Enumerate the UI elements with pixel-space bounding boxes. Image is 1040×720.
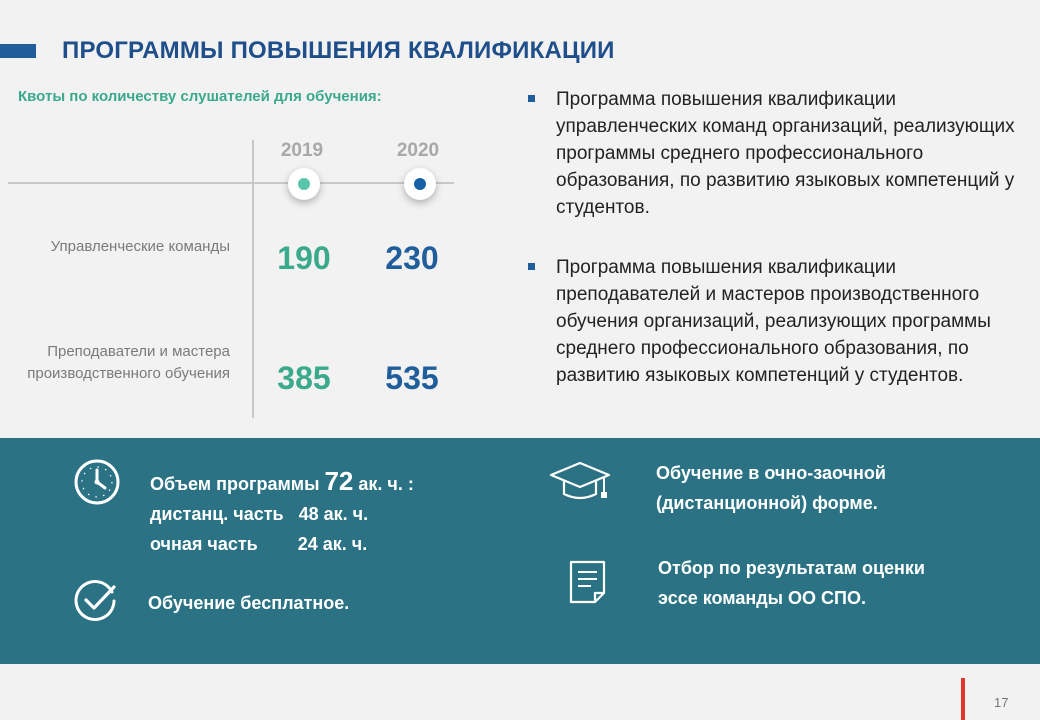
program-list: [526, 86, 1031, 389]
document-icon: [567, 559, 609, 605]
volume-prefix: Объем программы: [150, 474, 325, 494]
year-2020-label: 2020: [396, 140, 440, 161]
format-line-2: (дистанционной) форме.: [656, 493, 878, 513]
clock-icon: [72, 457, 122, 507]
year-2019-label: 2019: [280, 140, 324, 161]
quota-management-2020: 230: [385, 240, 439, 276]
quota-management-2019: 190: [277, 240, 331, 276]
table-vertical-line: [252, 140, 254, 418]
program-item: [526, 254, 1031, 389]
bullet-square-icon: [528, 263, 535, 270]
page-number: 17: [994, 695, 1009, 710]
program-volume-line: [150, 466, 414, 499]
training-format-block: [656, 458, 886, 518]
page-title: ПРОГРАММЫ ПОВЫШЕНИЯ КВАЛИФИКАЦИИ: [62, 37, 615, 64]
row-label-teachers: Преподаватели и мастера производственного обучения: [27, 343, 230, 382]
format-line-1: Обучение в очно-заочной: [656, 463, 886, 483]
quota-teachers-2020: 535: [385, 360, 439, 396]
year-2019-marker: [288, 168, 320, 200]
table-horizontal-line: [8, 182, 454, 184]
volume-suffix: ак. ч. :: [353, 474, 414, 494]
quota-subtitle: Квоты по количеству слушателей для обучения:: [18, 88, 382, 105]
graduation-cap-icon: [548, 460, 612, 506]
selection-line-1: Отбор по результатам оценки: [658, 558, 925, 578]
check-circle-icon: [72, 578, 120, 624]
row-label-management: Управленческие команды: [50, 238, 230, 255]
volume-hours: 72: [324, 466, 354, 496]
program-item: [526, 86, 1031, 221]
distance-hours: дистанц. часть 48 ак. ч.: [150, 504, 369, 524]
footer-accent-bar: [961, 678, 965, 720]
free-training-text: Обучение бесплатное.: [148, 593, 350, 613]
program-item-text: Программа повышения квалификации преподавателей и мастеров производственного обучения организаций, реализующих программы среднего профессионального образования, по развитию языковых компетенций у студентов.: [556, 257, 991, 386]
year-2020-marker: [404, 168, 436, 200]
quota-teachers-2019: 385: [277, 360, 331, 396]
bullet-square-icon: [528, 95, 535, 102]
selection-block: [658, 553, 925, 613]
program-item-text: Программа повышения квалификации управленческих команд организаций, реализующих программы среднего профессионального образования, по развитию языковых компетенций у студентов.: [556, 89, 1015, 218]
program-volume-block: [150, 466, 414, 559]
selection-line-2: эссе команды ОО СПО.: [658, 588, 866, 608]
fulltime-hours: очная часть 24 ак. ч.: [150, 534, 368, 554]
title-accent-bar: [0, 44, 36, 58]
